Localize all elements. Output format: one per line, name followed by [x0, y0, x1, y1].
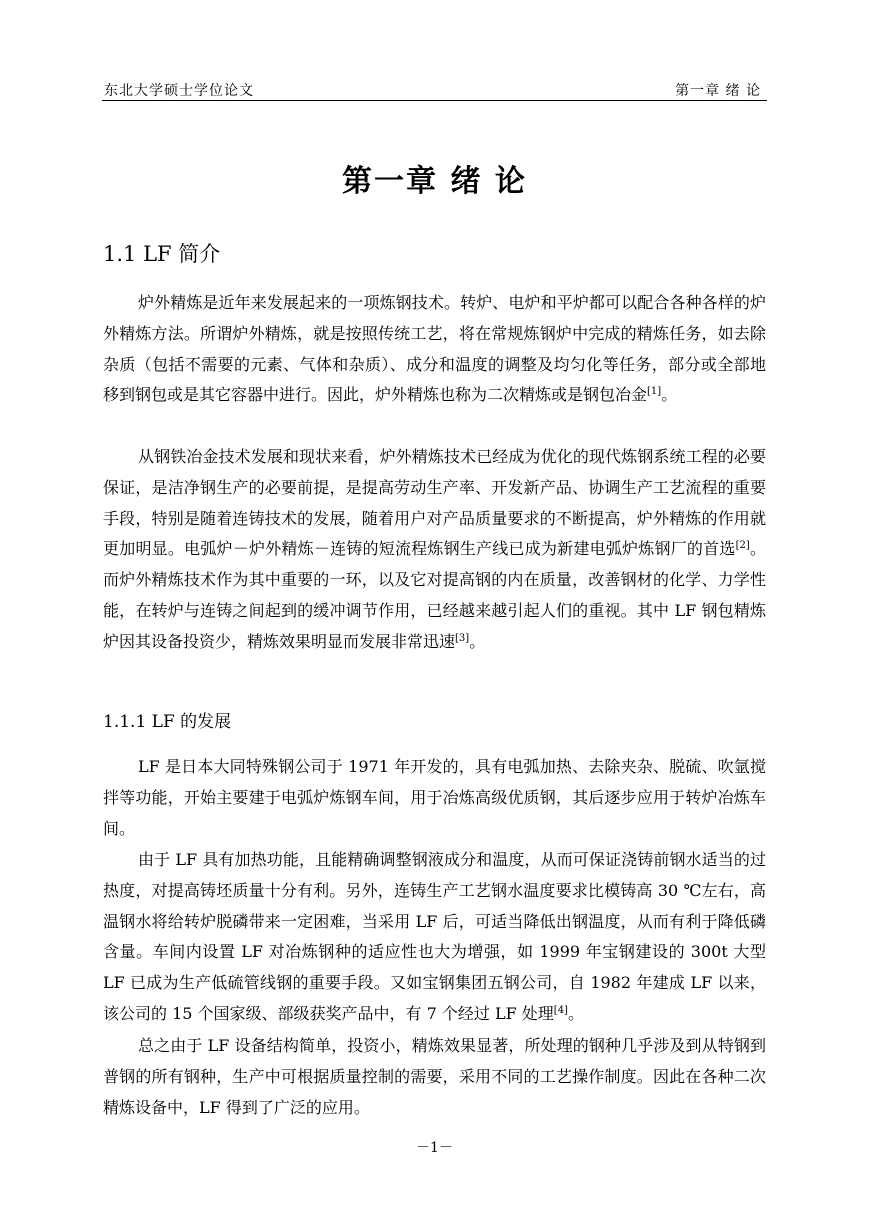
citation-2: [2]: [735, 540, 750, 552]
header-chapter-title: 第一章 绪 论: [675, 83, 761, 99]
chapter-title: 第一章 绪 论: [342, 164, 527, 199]
paragraph-5: 总之由于 LF 设备结构简单，投资小，精炼效果显著，所处理的钢种几乎涉及到从特钢到普钢的所有钢种，生产中可根据质量控制的需要，采用不同的工艺操作制度。因此在各种二次精炼设备中，LF 得到了广泛的应用。: [103, 1036, 766, 1117]
paragraph-4-end: 。: [567, 1003, 584, 1023]
paragraph-2-text-continued: 。而炉外精炼技术作为其中重要的一环，以及它对提高钢的内在质量，改善钢材的化学、力学性能，在转炉与连铸之间起到的缓冲调节作用，已经越来越引起人们的重视。其中 LF 钢包精炼炉因其设备投资少，精炼效果明显而发展非常迅速: [103, 539, 766, 651]
running-header: [102, 78, 767, 101]
paragraph-2: [103, 442, 766, 658]
citation-4: [4]: [553, 1004, 568, 1016]
citation-1: [1]: [647, 386, 662, 398]
paragraph-3: LF 是日本大同特殊钢公司于 1971 年开发的，具有电弧加热、去除夹杂、脱硫、吹氩搅拌等功能，开始主要建于电弧炉炼钢车间，用于冶炼高级优质钢，其后逐步应用于转炉冶炼车间。: [103, 757, 766, 838]
paragraph-2-text: 从钢铁冶金技术发展和现状来看，炉外精炼技术已经成为优化的现代炼钢系统工程的必要保证，是洁净钢生产的必要前提，是提高劳动生产率、开发新产品、协调生产工艺流程的重要手段，特别是随着连铸技术的发展，随着用户对产品质量要求的不断提高，炉外精炼的作用就更加明显。电弧炉－炉外精炼－连铸的短流程炼钢生产线已成为新建电弧炉炼钢厂的首选: [103, 447, 766, 559]
header-university-title: 东北大学硕士学位论文: [104, 83, 254, 99]
section-heading: 1.1 LF 简介: [103, 242, 221, 266]
paragraph-1: [103, 288, 766, 411]
paragraph-4: [103, 845, 766, 1030]
citation-3: [3]: [455, 632, 470, 644]
paragraph-4-text: 由于 LF 具有加热功能，且能精确调整钢液成分和温度，从而可保证浇铸前钢水适当的过热度，对提高铸坯质量十分有利。另外，连铸生产工艺钢水温度要求比模铸高 30 ℃左右，高温钢水将给转炉脱磷带来一定困难，当采用 LF 后，可适当降低出钢温度，从而有利于降低磷含量。车间内设置 LF 对冶炼钢种的适应性也大为增强，如 1999 年宝钢建设的 300t 大型 LF 已成为生产低硫管线钢的重要手段。又如宝钢集团五钢公司，自 1982 年建成 LF 以来，该公司的 15 个国家级、部级获奖产品中，有 7 个经过 LF 处理: [103, 850, 766, 1023]
paragraph-1-text: 炉外精炼是近年来发展起来的一项炼钢技术。转炉、电炉和平炉都可以配合各种各样的炉外精炼方法。所谓炉外精炼，就是按照传统工艺，将在常规炼钢炉中完成的精炼任务，如去除杂质（包括不需要的元素、气体和杂质）、成分和温度的调整及均匀化等任务，部分或全部地移到钢包或是其它容器中进行。因此，炉外精炼也称为二次精炼或是钢包冶金: [103, 293, 766, 405]
subsection-heading: 1.1.1 LF 的发展: [103, 712, 232, 732]
page-number: －1－: [416, 1140, 453, 1156]
paragraph-2-end: 。: [469, 631, 486, 651]
paragraph-1-end: 。: [661, 385, 678, 405]
